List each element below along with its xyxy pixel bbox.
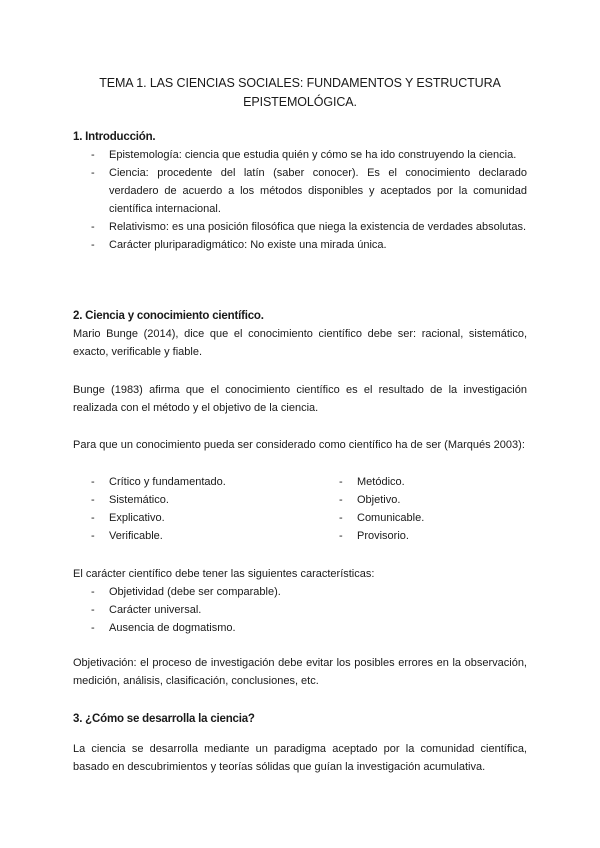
criteria-list-left	[73, 473, 321, 545]
list-item: - Comunicable.	[339, 512, 425, 524]
paragraph: Mario Bunge (2014), dice que el conocimiento científico debe ser: racional, sistemático, exacto, verificable y fiable.	[73, 328, 527, 358]
list-item: - Ausencia de dogmatismo.	[91, 622, 236, 634]
list-item: - Verificable.	[91, 530, 163, 542]
list-item: - Carácter universal.	[91, 604, 202, 616]
list-item: - Crítico y fundamentado.	[91, 476, 226, 488]
characteristics-list	[73, 583, 527, 637]
paragraph: Para que un conocimiento pueda ser considerado como científico ha de ser (Marqués 2003):	[73, 439, 525, 451]
list-item: - Metódico.	[339, 476, 405, 488]
criteria-columns	[73, 473, 527, 545]
list-item: - Provisorio.	[339, 530, 409, 542]
title-line-1: TEMA 1. LAS CIENCIAS SOCIALES: FUNDAMENTOS Y ESTRUCTURA	[99, 76, 501, 90]
paragraph: El carácter científico debe tener las siguientes características:	[73, 568, 375, 580]
criteria-list-right	[321, 473, 521, 545]
section-introduccion	[73, 128, 527, 254]
paragraph: Objetivación: el proceso de investigación debe evitar los posibles errores en la observación, medición, análisis, clasificación, conclusiones, etc.	[73, 657, 527, 687]
section-heading: 1. Introducción.	[73, 131, 156, 143]
list-item: - Ciencia: procedente del latín (saber conocer). Es el conocimiento declarado verdadero de acuerdo a los métodos disponibles y aceptados por la comunidad científica internacional.	[91, 167, 527, 215]
list-item: - Objetividad (debe ser comparable).	[91, 586, 281, 598]
list-item: - Explicativo.	[91, 512, 165, 524]
characteristics-block	[73, 565, 527, 637]
section-heading: 3. ¿Cómo se desarrolla la ciencia?	[73, 713, 255, 725]
list-item: - Sistemático.	[91, 494, 169, 506]
page-title	[0, 74, 600, 112]
list-item: - Carácter pluriparadigmático: No existe una mirada única.	[91, 239, 387, 251]
intro-list	[73, 146, 527, 254]
section-heading: 2. Ciencia y conocimiento científico.	[73, 310, 264, 322]
list-item: - Relativismo: es una posición filosófica que niega la existencia de verdades absolutas.	[91, 221, 527, 233]
list-item: - Objetivo.	[339, 494, 401, 506]
paragraph: La ciencia se desarrolla mediante un paradigma aceptado por la comunidad científica, basado en descubrimientos y teorías sólidas que guían la investigación acumulativa.	[73, 743, 527, 773]
paragraph: Bunge (1983) afirma que el conocimiento científico es el resultado de la investigación realizada con el método y el objetivo de la ciencia.	[73, 384, 527, 414]
section-ciencia-conocimiento	[73, 307, 527, 361]
title-line-2: EPISTEMOLÓGICA.	[243, 95, 357, 109]
list-item: - Epistemología: ciencia que estudia quién y cómo se ha ido construyendo la ciencia.	[91, 149, 517, 161]
